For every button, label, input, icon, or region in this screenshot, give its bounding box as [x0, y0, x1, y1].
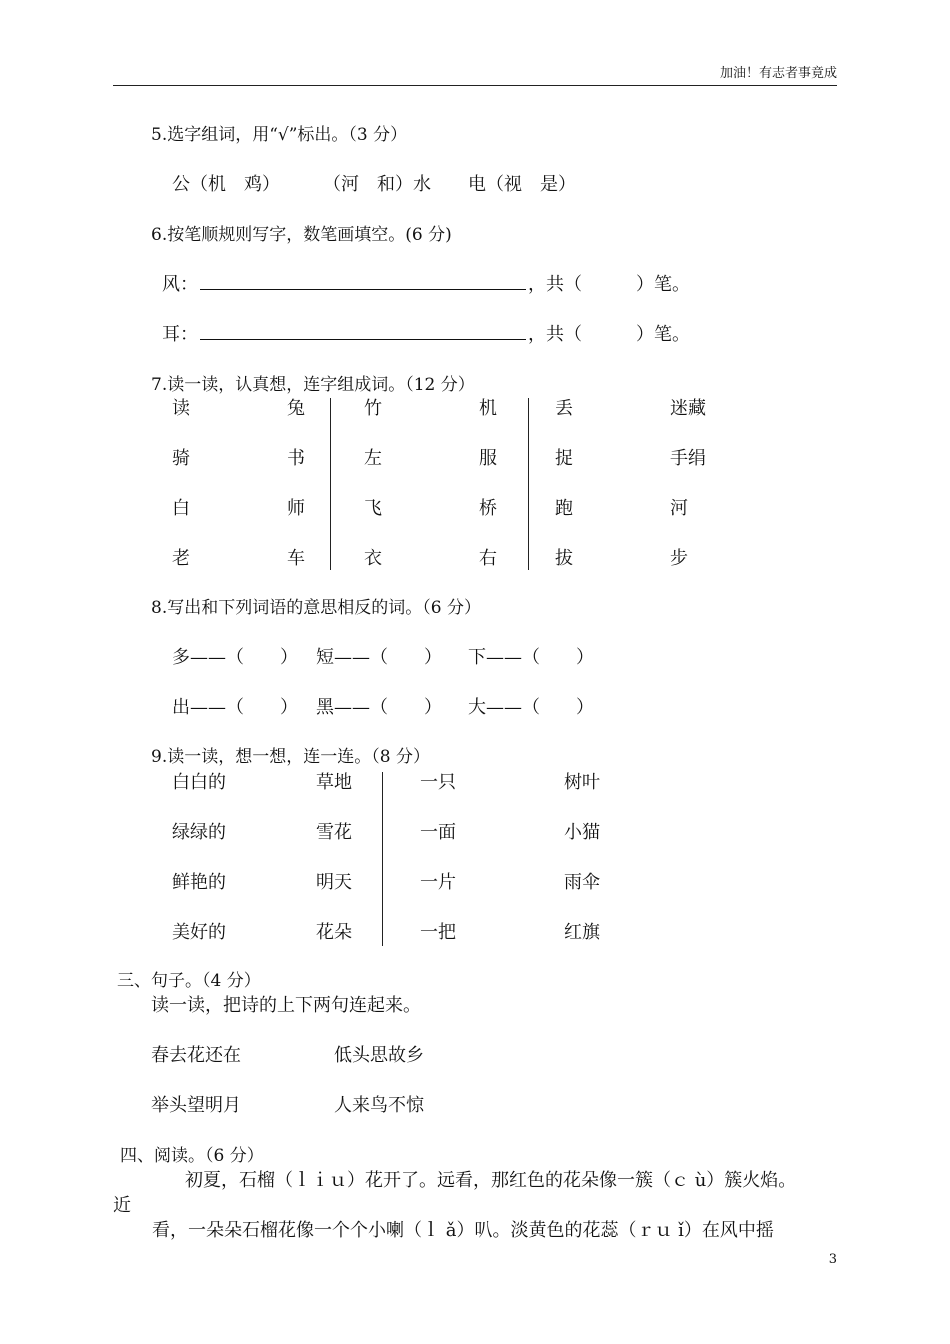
q7-divider-1 [330, 398, 331, 570]
section3-title: 三、句子。（4 分） [117, 971, 261, 991]
q7-word-r3-c6: 河 [670, 498, 688, 519]
q7-word-r4-c3: 衣 [364, 548, 382, 569]
q7-word-r2-c6: 手绢 [670, 448, 706, 469]
section3-line-r2-c1: 举头望明月 [151, 1095, 241, 1116]
q6-row-1-suffix: ，共（ ）笔。 [528, 274, 690, 295]
q6-row-1 [162, 274, 690, 296]
q6-title: 6.按笔顺规则写字，数笔画填空。(6 分) [151, 225, 452, 245]
section3-line-r1-c2: 低头思故乡 [334, 1045, 424, 1066]
q8-item-r2-c3: 大——（ ） [468, 697, 594, 718]
q7-word-r3-c3: 飞 [364, 498, 382, 519]
q7-word-r2-c1: 骑 [172, 448, 190, 469]
q9-word-r3-c1: 鲜艳的 [172, 872, 226, 893]
header-slogan: 加油！有志者事竟成 [719, 66, 837, 81]
q7-divider-2 [528, 398, 529, 570]
q5-item-2: （河 和）水 [323, 174, 431, 195]
q5-title: 5.选字组词，用“√”标出。（3 分） [151, 125, 408, 145]
q7-word-r3-c1: 白 [172, 498, 190, 519]
q9-word-r2-c4: 小猫 [564, 822, 600, 843]
q9-word-r3-c4: 雨伞 [564, 872, 600, 893]
section3-instruction: 读一读，把诗的上下两句连起来。 [151, 995, 421, 1016]
q8-item-r1-c3: 下——（ ） [468, 647, 594, 668]
q9-word-r4-c1: 美好的 [172, 922, 226, 943]
q9-word-r3-c2: 明天 [316, 872, 352, 893]
q8-item-r1-c2: 短——（ ） [316, 647, 442, 668]
q7-word-r2-c5: 捉 [555, 448, 573, 469]
q7-word-r1-c4: 机 [479, 398, 497, 419]
q7-word-r3-c2: 师 [287, 498, 305, 519]
q5-item-3: 电（视 是） [468, 174, 576, 195]
q9-divider [382, 772, 383, 946]
section4-line-1: 初夏，石榴（ｌｉｕ）花开了。远看，那红色的花朵像一簇（ｃ ù）簇火焰。 [185, 1170, 797, 1191]
q6-row-2-blank[interactable] [200, 325, 526, 340]
q7-word-r4-c5: 拔 [555, 548, 573, 569]
q7-word-r3-c4: 桥 [479, 498, 497, 519]
q6-row-2 [162, 324, 690, 346]
q9-word-r4-c4: 红旗 [564, 922, 600, 943]
q7-word-r2-c4: 服 [479, 448, 497, 469]
q7-word-r4-c2: 车 [287, 548, 305, 569]
section4-line-2: 看，一朵朵石榴花像一个个小喇（ｌ ǎ）叭。淡黄色的花蕊（ｒｕ ǐ）在风中摇 [152, 1220, 774, 1241]
q9-word-r1-c2: 草地 [316, 772, 352, 793]
section4-line-1-wrap: 近 [113, 1195, 131, 1216]
q7-word-r4-c6: 步 [670, 548, 688, 569]
q8-item-r2-c1: 出——（ ） [172, 697, 298, 718]
q8-item-r1-c1: 多——（ ） [172, 647, 298, 668]
q6-row-1-char: 风： [162, 274, 198, 295]
q7-title: 7.读一读，认真想，连字组成词。（12 分） [151, 375, 475, 395]
q6-row-2-char: 耳： [162, 324, 198, 345]
q7-word-r2-c2: 书 [287, 448, 305, 469]
q6-row-1-blank[interactable] [200, 275, 526, 290]
section3-line-r2-c2: 人来鸟不惊 [334, 1095, 424, 1116]
q9-word-r4-c3: 一把 [420, 922, 456, 943]
q7-word-r1-c5: 丢 [555, 398, 573, 419]
q7-word-r2-c3: 左 [364, 448, 382, 469]
q9-word-r2-c2: 雪花 [316, 822, 352, 843]
header-rule [113, 85, 837, 86]
q7-word-r4-c4: 右 [479, 548, 497, 569]
q9-word-r2-c3: 一面 [420, 822, 456, 843]
q7-word-r1-c1: 读 [172, 398, 190, 419]
q9-word-r2-c1: 绿绿的 [172, 822, 226, 843]
q7-word-r3-c5: 跑 [555, 498, 573, 519]
q7-word-r4-c1: 老 [172, 548, 190, 569]
q8-item-r2-c2: 黑——（ ） [316, 697, 442, 718]
q7-word-r1-c6: 迷藏 [670, 398, 706, 419]
q9-word-r1-c4: 树叶 [564, 772, 600, 793]
q8-title: 8.写出和下列词语的意思相反的词。（6 分） [151, 598, 481, 618]
section3-line-r1-c1: 春去花还在 [151, 1045, 241, 1066]
q9-word-r3-c3: 一片 [420, 872, 456, 893]
q5-item-1: 公（机 鸡） [172, 174, 280, 195]
q7-word-r1-c2: 兔 [287, 398, 305, 419]
q9-word-r4-c2: 花朵 [316, 922, 352, 943]
page-number: 3 [828, 1252, 837, 1267]
section4-title: 四、阅读。（6 分） [120, 1146, 264, 1166]
q9-title: 9.读一读，想一想，连一连。（8 分） [151, 747, 430, 767]
q7-word-r1-c3: 竹 [364, 398, 382, 419]
q9-word-r1-c1: 白白的 [172, 772, 226, 793]
q9-word-r1-c3: 一只 [420, 772, 456, 793]
q6-row-2-suffix: ，共（ ）笔。 [528, 324, 690, 345]
